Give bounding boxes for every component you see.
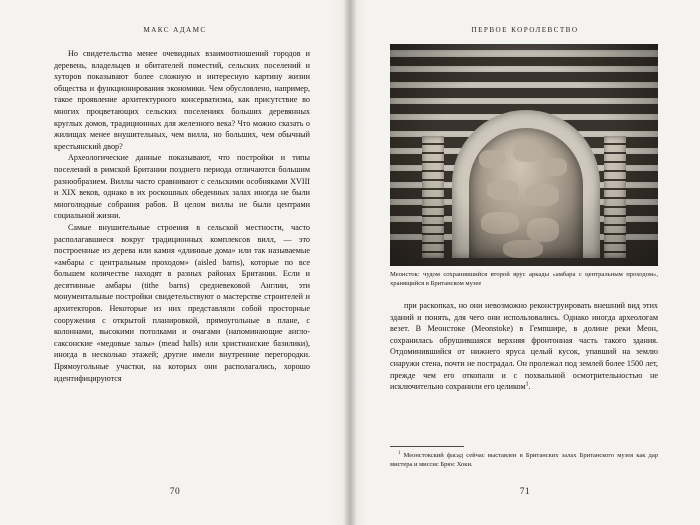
footnote-separator — [390, 446, 464, 447]
footnote-marker: 1 — [398, 450, 401, 456]
right-page-body — [390, 300, 658, 393]
photo-vignette — [390, 44, 658, 266]
paragraph: Самые внушительные строения в сельской местности, часто располагавшиеся вокруг традиционных комплексов вилл, — это построенные из дерева или камня «длинные дома» или так называемые «амбары с центральным проходом» (aisled barns), которые по все большем количестве находят в разных районах Британии. Если и десятинные амбары (tithe barns) средневековой Англии, эти монументальные постройки свидетельствуют о мастерстве строителей и архитекторов. Некоторые из них представляли собой просторные сооружения с открытой планировкой, прямоугольные в плане, с колоннами, высокими потолками и очагами (напоминающие англо-саксонские «медовые залы» (mead halls) или христианские базилики), иногда в несколько этажей; другие имели внутренние перегородки. Прямоугольные участки, на которых они располагались, хорошо идентифицируются — [54, 222, 310, 383]
footnote-body: Меонстокский фасад сейчас выставлен в Британских залах Британского музея как дар мистера и миссис Брюс Хоки. — [390, 452, 658, 468]
paragraph: Археологические данные показывают, что постройки и типы поселений в римской Британии позднего периода отличаются большим разнообразием. Виллы часто сравнивают с сельскими особняками XVIII и XIX веков, однако в их роскошных обеденных залах иногда не были многолюдные собрания рабов. В целом виллы не были центрами социальной жизни. — [54, 153, 310, 221]
left-page-folio: 70 — [169, 487, 181, 497]
left-page-body — [54, 48, 310, 384]
meonstoke-arcade-photo — [390, 44, 658, 266]
footnote-text — [390, 452, 658, 470]
right-running-head: ПЕРВОЕ КОРОЛЕВСТВО — [471, 26, 579, 34]
footnote-block — [390, 452, 658, 470]
left-running-head: МАКС АДАМС — [143, 26, 207, 34]
paragraph: при раскопках, но они невозможно реконструировать внешний вид этих зданий и понять, для чего они использовались. Однако иногда археологам везет. В Меонстоке (Meonstoke) в Гемпшире, в долине реки Меон, сохранилась обрушившаяся верхняя фронтонная часть такого здания. Отдоминившийся от нижнего яруса целый кусок, упавший на землю снаружи стена, почти не пострадал. Он пролежал под землей более 1500 лет, прежде чем его откопали и с похвальной осмотрительностью не исключительно сохранили его целиком$^1$. — [390, 301, 658, 392]
paragraph: Но свидетельства менее очевидных взаимоотношений городов и деревень, владельцев и обитателей поместий, сельских поселений и хуторов показывают более сложную и интересную картину жизни общества и функционирования экономики. Чем обусловлено, например, такое проявление архитектурного консерватизма, как присутствие во многих процветающих сельских поселениях больших деревянных круглых домов, традиционных для железного века? Что можно сказать о жилищах менее внушительных, чем вилла, но больших, чем обычный крестьянский двор? — [54, 49, 310, 151]
figure — [390, 44, 658, 288]
figure-caption: Меонсток: чудом сохранившийся второй ярус аркады «амбара с центральным проходом», хранящийся в Британском музее — [390, 271, 658, 287]
right-page — [350, 0, 700, 525]
right-page-folio: 71 — [519, 487, 531, 497]
